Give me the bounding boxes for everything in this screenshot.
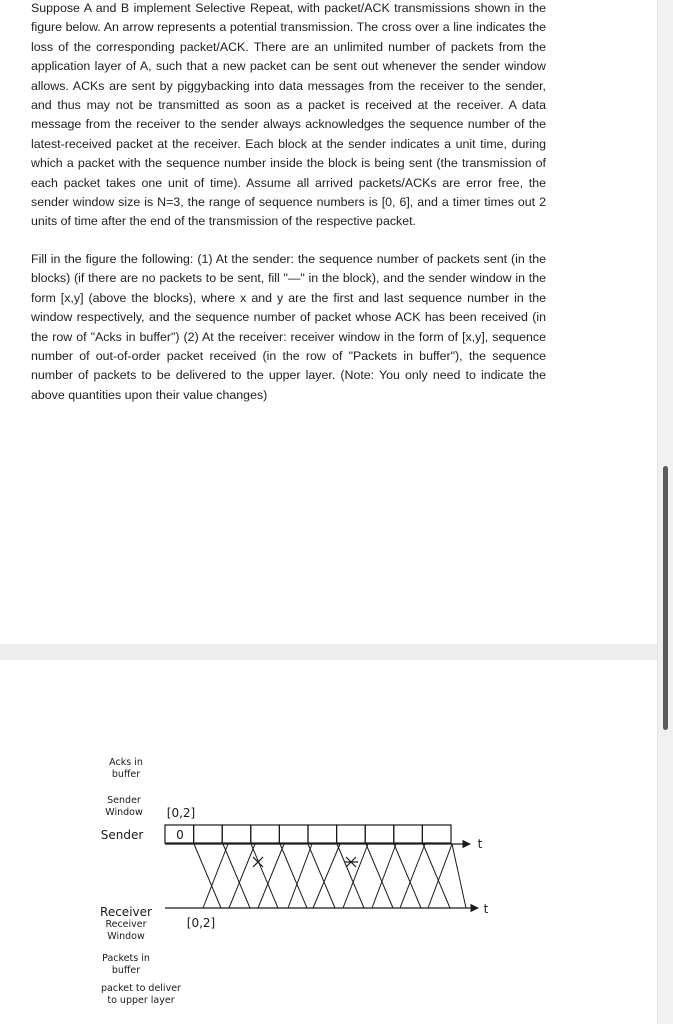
- scrollbar-thumb[interactable]: [663, 466, 668, 730]
- sender-block-row: [165, 825, 451, 843]
- transmission-line: [452, 844, 466, 908]
- receiver-label: Receiver: [100, 905, 152, 919]
- sender-block[interactable]: [165, 825, 194, 843]
- transmission-line: [394, 844, 421, 908]
- receiver-time-axis-label: t: [483, 902, 489, 916]
- deliver-to-upper-layer-label: packet to deliver to upper layer: [101, 983, 181, 1006]
- transmission-line: [258, 844, 284, 908]
- question-paragraph-2: Fill in the figure the following: (1) At the sender: the sequence number of packets sent (in the blocks) (if there are no packets to be sent, fill "—" in the block), and the sender window in the form [x,y] (above the blocks), where x and y are the first and last sequence number in the window respectively, and the sequence number of packet whose ACK has been received (in the row of "Acks in buffer") (2) At the receiver: receiver window in the form of [x,y], sequence number of out-of-order packet received (in the row of "Packets in buffer"), the sequence number of packets to be delivered to the upper layer. (Note: You only need to indicate the above quantities upon their value changes): [31, 252, 546, 402]
- transmission-line: [229, 844, 255, 908]
- sender-block[interactable]: [422, 825, 451, 843]
- sender-block[interactable]: [365, 825, 394, 843]
- transmission-line: [251, 844, 278, 908]
- transmission-line: [288, 844, 312, 908]
- transmission-line: [372, 844, 396, 908]
- transmission-line: [280, 844, 307, 908]
- sender-block[interactable]: [194, 825, 223, 843]
- sender-window-label: Sender Window: [105, 795, 143, 818]
- transmission-line: [203, 844, 228, 908]
- transmission-line: [223, 844, 250, 908]
- sender-block[interactable]: [279, 825, 308, 843]
- transmission-line: [343, 844, 368, 908]
- first-sender-block-value: 0: [176, 828, 184, 842]
- transmission-line: [308, 844, 335, 908]
- packets-in-buffer-label: Packets in buffer: [102, 953, 150, 976]
- sr-timing-diagram: [0, 660, 657, 1024]
- sender-block[interactable]: [337, 825, 366, 843]
- transmission-line: [194, 844, 221, 908]
- page-gap: [0, 644, 657, 660]
- acks-in-buffer-label: Acks in buffer: [109, 757, 143, 780]
- initial-sender-window: [0,2]: [166, 806, 196, 820]
- sender-time-axis-label: t: [477, 837, 483, 851]
- transmission-lines: [194, 844, 466, 908]
- transmission-line: [428, 844, 452, 908]
- page-2: [0, 660, 657, 1024]
- receiver-window-label: Receiver Window: [105, 919, 147, 942]
- sender-block[interactable]: [308, 825, 337, 843]
- transmission-line: [400, 844, 425, 908]
- question-paragraph-1: Suppose A and B implement Selective Repeat, with packet/ACK transmissions shown in the figure below. An arrow represents a potential transmission. The cross over a line indicates the loss of the corresponding packet/ACK. There are an unlimited number of packets from the application layer of A, such that a new packet can be sent out whenever the sender window allows. ACKs are sent by piggybacking into data messages from the receiver to the sender, and thus may not be transmitted as soon as a packet is received at the receiver. A data message from the receiver to the sender always acknowledges the sequence number of the latest-received packet at the receiver. Each block at the sender indicates a unit time, during which a packet with the sequence number inside the block is being sent (the transmission of each packet takes one unit of time). Assume all arrived packets/ACKs are error free, the sender window size is N=3, the range of sequence numbers is [0, 6], and a timer times out 2 units of time after the end of the transmission of the respective packet.: [31, 1, 546, 229]
- loss-cross-1: [253, 857, 263, 867]
- transmission-line: [313, 844, 340, 908]
- sender-block[interactable]: [222, 825, 251, 843]
- transmission-line: [366, 844, 393, 908]
- transmission-line: [423, 844, 450, 908]
- initial-receiver-window: [0,2]: [186, 916, 216, 930]
- transmission-line: [337, 844, 364, 908]
- sender-block[interactable]: [251, 825, 280, 843]
- sender-block[interactable]: [394, 825, 423, 843]
- sender-label: Sender: [100, 828, 144, 842]
